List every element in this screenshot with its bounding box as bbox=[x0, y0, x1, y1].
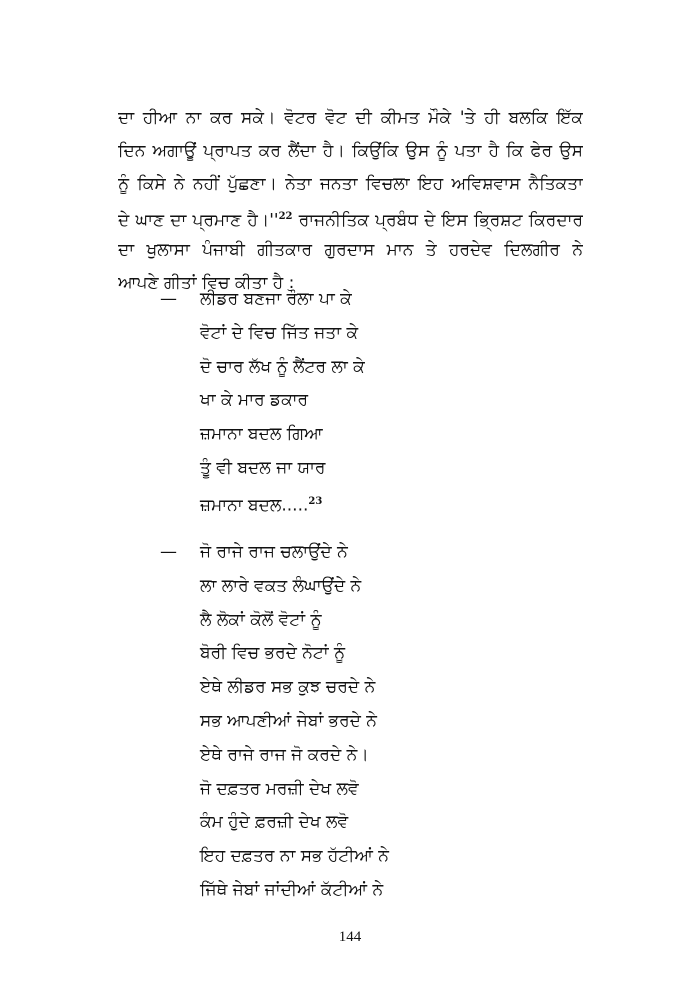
em-dash: — bbox=[160, 542, 177, 562]
verse-line: ਤੂੰ ਵੀ ਬਦਲ ਜਾ ਯਾਰ bbox=[200, 457, 326, 478]
paragraph-line: ਦਾ ਖੁਲਾਸਾ ਪੰਜਾਬੀ ਗੀਤਕਾਰ ਗੁਰਦਾਸ ਮਾਨ ਤੇ ਹਰਦੇਵ ਦਿਲਗੀਰ ਨੇ bbox=[118, 240, 583, 260]
verse-text: ਜ਼ਮਾਨਾ ਬਦਲ..... bbox=[200, 495, 309, 516]
song-verse-2 bbox=[160, 538, 540, 910]
page-number: 144 bbox=[338, 929, 362, 945]
verse-line: ਕੰਮ ਹੁੰਦੇ ਫ਼ਰਜ਼ੀ ਦੇਖ ਲਵੋ bbox=[200, 812, 349, 833]
verse-line: ਜਿੱਥੇ ਜੇਬਾਂ ਜਾਂਦੀਆਂ ਕੱਟੀਆਂ ਨੇ bbox=[200, 879, 384, 900]
verse-text: ਜੋ ਰਾਜੇ ਰਾਜ ਚਲਾਉਂਦੇ ਨੇ bbox=[200, 542, 348, 562]
verse-line bbox=[160, 538, 540, 572]
paragraph-line: ਦਾ ਹੀਆ ਨਾ ਕਰ ਸਕੇ। ਵੋਟਰ ਵੋਟ ਦੀ ਕੀਮਤ ਮੌਕੇ 'ਤੇ ਹੀ ਬਲਕਿ ਇੱਕ bbox=[118, 108, 583, 128]
verse-line: ਜ਼ਮਾਨਾ ਬਦਲ ਗਿਆ bbox=[200, 424, 323, 445]
paragraph-text: ਰਾਜਨੀਤਿਕ ਪ੍ਰਬੰਧ ਦੇ ਇਸ ਭ੍ਰਿਸ਼ਟ ਕਿਰਦਾਰ bbox=[298, 210, 583, 231]
verse-line: ਲਾ ਲਾਰੇ ਵਕਤ ਲੰਘਾਉਂਦੇ ਨੇ bbox=[200, 575, 362, 596]
verse-line: ਜੋ ਦਫ਼ਤਰ ਮਰਜ਼ੀ ਦੇਖ ਲਵੋ bbox=[200, 778, 359, 799]
paragraph-line: ਆਪਣੇ ਗੀਤਾਂ ਵਿਚ ਕੀਤਾ ਹੈ : bbox=[118, 273, 295, 293]
song-verse-1 bbox=[160, 285, 540, 522]
verse-line bbox=[160, 285, 540, 319]
verse-line: ਵੋਟਾਂ ਦੇ ਵਿਚ ਜਿੱਤ ਜਤਾ ਕੇ bbox=[200, 322, 359, 343]
verse-line: ਏਥੇ ਲੀਡਰ ਸਭ ਕੁਝ ਚਰਦੇ ਨੇ bbox=[200, 677, 376, 698]
body-paragraph bbox=[118, 104, 583, 302]
footnote-ref-22: 22 bbox=[278, 211, 293, 222]
verse-line: ਸਭ ਆਪਣੀਆਂ ਜੇਬਾਂ ਭਰਦੇ ਨੇ bbox=[200, 710, 377, 731]
paragraph-text: ਦੇ ਘਾਣ ਦਾ ਪ੍ਰਮਾਣ ਹੈ।'' bbox=[118, 210, 279, 231]
verse-text: ਲੀਡਰ ਬਣਜਾ ਰੌਲਾ ਪਾ ਕੇ bbox=[200, 289, 352, 309]
paragraph-line: ਦਿਨ ਅਗਾਊਂ ਪ੍ਰਾਪਤ ਕਰ ਲੈਂਦਾ ਹੈ। ਕਿਉਂਕਿ ਉਸ ਨੂੰ ਪਤਾ ਹੈ ਕਿ ਫੇਰ ਉਸ bbox=[118, 141, 583, 161]
paragraph-line bbox=[118, 203, 583, 236]
em-dash: — bbox=[160, 289, 177, 309]
verse-line: ਖਾ ਕੇ ਮਾਰ ਡਕਾਰ bbox=[200, 390, 309, 411]
footnote-ref-23: 23 bbox=[308, 495, 323, 507]
verse-line bbox=[160, 488, 540, 522]
verse-line: ਏਥੇ ਰਾਜੇ ਰਾਜ ਜੋ ਕਰਦੇ ਨੇ। bbox=[200, 744, 369, 765]
verse-line: ਬੋਰੀ ਵਿਚ ਭਰਦੇ ਨੋਟਾਂ ਨੂੰ bbox=[200, 643, 346, 664]
verse-line: ਦੋ ਚਾਰ ਲੱਖ ਨੂੰ ਲੈਂਟਰ ਲਾ ਕੇ bbox=[200, 356, 365, 377]
paragraph-line: ਨੂੰ ਕਿਸੇ ਨੇ ਨਹੀਂ ਪੁੱਛਣਾ। ਨੇਤਾ ਜਨਤਾ ਵਿਚਲਾ ਇਹ ਅਵਿਸ਼ਵਾਸ ਨੈਤਿਕਤਾ bbox=[118, 174, 583, 194]
verse-line: ਇਹ ਦਫ਼ਤਰ ਨਾ ਸਭ ਹੱਟੀਆਂ ਨੇ bbox=[200, 846, 389, 867]
verse-line: ਲੈ ਲੋਕਾਂ ਕੋਲੋਂ ਵੋਟਾਂ ਨੂੰ bbox=[200, 609, 322, 630]
